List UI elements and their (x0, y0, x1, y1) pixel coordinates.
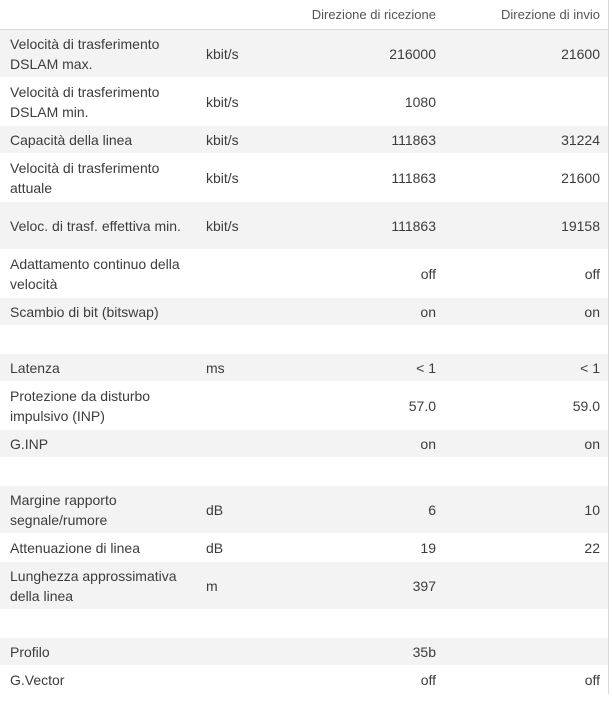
row-label: Profilo (10, 643, 50, 660)
row-unit: dB (206, 539, 224, 556)
table-spacer-row (0, 610, 608, 638)
row-unit: kbit/s (206, 93, 239, 110)
table-row (0, 202, 608, 250)
row-value-receive: 6 (428, 501, 436, 518)
row-unit (206, 666, 266, 693)
row-value-receive: on (420, 303, 436, 320)
row-label: Velocità di trasferimento DSLAM min. (10, 83, 160, 120)
row-unit: ms (206, 359, 225, 376)
row-value-send: 31224 (561, 131, 600, 148)
table-row (0, 298, 608, 326)
row-value-receive: 111863 (391, 131, 436, 148)
row-label: Latenza (10, 359, 60, 376)
row-label: Lunghezza approssimativa della linea (10, 567, 177, 604)
row-value-send (440, 562, 600, 609)
table-row (0, 638, 608, 666)
row-label: G.Vector (10, 671, 65, 688)
row-value-receive: off (420, 265, 436, 282)
row-unit: kbit/s (206, 45, 239, 62)
row-value-receive: 216000 (389, 45, 436, 62)
table-header (0, 0, 608, 30)
table-row (0, 562, 608, 610)
table-row (0, 666, 608, 694)
row-value-send: on (584, 435, 600, 452)
row-label: Capacità della linea (10, 131, 133, 148)
row-label: G.INP (10, 435, 49, 452)
row-value-receive: 111863 (391, 217, 436, 234)
row-value-send: 59.0 (572, 397, 600, 414)
row-value-receive: 57.0 (408, 397, 436, 414)
row-value-receive: 35b (412, 643, 436, 660)
table-row (0, 250, 608, 298)
row-label: Velocità di trasferimento attuale (10, 159, 160, 196)
row-unit (206, 298, 266, 325)
table-row (0, 354, 608, 382)
row-unit: kbit/s (206, 217, 239, 234)
row-label (10, 610, 200, 637)
row-value-send: 21600 (561, 169, 600, 186)
row-label (10, 458, 200, 485)
column-header-send: Direzione di invio (501, 7, 600, 22)
row-label: Protezione da disturbo impulsivo (INP) (10, 387, 151, 424)
row-unit: m (206, 577, 218, 594)
row-unit: kbit/s (206, 169, 239, 186)
row-value-receive: on (420, 435, 436, 452)
row-label: Velocità di trasferimento DSLAM max. (10, 35, 160, 72)
row-unit: dB (206, 501, 224, 518)
row-value-send: 22 (584, 539, 600, 556)
table-spacer-row (0, 326, 608, 354)
row-value-receive: < 1 (416, 359, 436, 376)
table-row (0, 30, 608, 78)
row-value-send: < 1 (580, 359, 600, 376)
row-value-send: on (584, 303, 600, 320)
table-row (0, 382, 608, 430)
table-spacer-row (0, 458, 608, 486)
row-value-receive: 111863 (391, 169, 436, 186)
row-value-send: 10 (584, 501, 600, 518)
table-row (0, 486, 608, 534)
row-label: Veloc. di trasf. effettiva min. (10, 217, 181, 234)
row-value-receive: 19 (420, 539, 436, 556)
row-unit (206, 638, 266, 665)
row-value-send: off (584, 265, 600, 282)
row-value-send: 21600 (561, 45, 600, 62)
row-value-receive: 1080 (404, 93, 436, 110)
row-label: Adattamento continuo della velocità (10, 255, 180, 292)
table-row (0, 534, 608, 562)
row-unit: kbit/s (206, 131, 239, 148)
row-value-send (440, 638, 600, 665)
row-label (10, 326, 200, 353)
table-row (0, 154, 608, 202)
row-value-receive: off (420, 671, 436, 688)
table-row (0, 78, 608, 126)
row-label: Attenuazione di linea (10, 539, 140, 556)
row-unit (206, 382, 266, 429)
row-label: Margine rapporto segnale/rumore (10, 491, 117, 528)
table-row (0, 430, 608, 458)
row-unit (206, 250, 266, 297)
row-value-send: 19158 (561, 217, 600, 234)
table-row (0, 126, 608, 154)
row-value-receive: 397 (412, 577, 436, 594)
row-value-send: off (584, 671, 600, 688)
row-label: Scambio di bit (bitswap) (10, 303, 159, 320)
column-header-receive: Direzione di ricezione (311, 7, 436, 22)
row-unit (206, 430, 266, 457)
row-value-send (440, 78, 600, 125)
